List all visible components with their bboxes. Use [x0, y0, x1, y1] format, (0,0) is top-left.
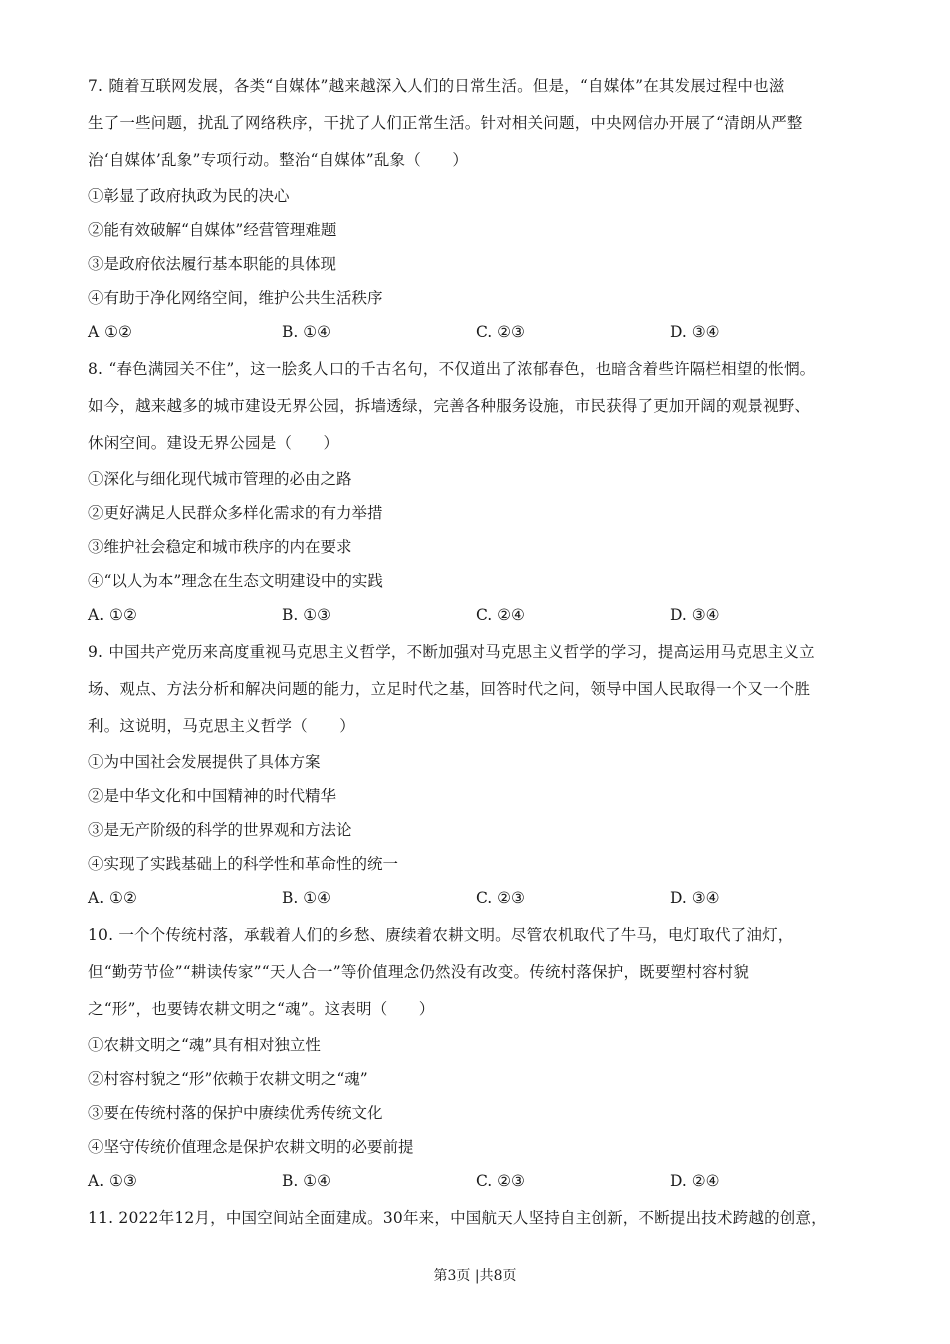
- answer-choice-d: D. ③④: [670, 323, 720, 341]
- question-stem-line: 利。这说明，马克思主义哲学（ ）: [88, 717, 355, 735]
- answer-choice-a: A. ①②: [88, 889, 137, 907]
- answer-choice-b: B. ①④: [282, 1172, 332, 1190]
- question-stem-line: 休闲空间。建设无界公园是（ ）: [88, 434, 340, 452]
- answer-choices: [88, 598, 878, 632]
- statement-option: ④有助于净化网络空间，维护公共生活秩序: [88, 289, 383, 307]
- statement-option: ③是无产阶级的科学的世界观和方法论: [88, 821, 352, 839]
- statement-option: ④实现了实践基础上的科学性和革命性的统一: [88, 855, 399, 873]
- question-10: [88, 917, 878, 1198]
- answer-choice-d: D. ③④: [670, 889, 720, 907]
- answer-choices: [88, 881, 878, 915]
- answer-choice-c: C. ②③: [476, 323, 525, 341]
- question-stem-line: 8. “春色满园关不住”，这一脍炙人口的千古名句，不仅道出了浓郁春色，也暗含着些许隔栏相望的怅惘。: [88, 360, 816, 378]
- answer-choice-b: B. ①④: [282, 889, 332, 907]
- answer-choice-d: D. ③④: [670, 606, 720, 624]
- question-stem-line: 11. 2022年12月，中国空间站全面建成。30年来，中国航天人坚持自主创新，不断提出技术跨越的创意，: [88, 1209, 827, 1227]
- statement-option: ①为中国社会发展提供了具体方案: [88, 753, 321, 771]
- statement-option: ④“以人为本”理念在生态文明建设中的实践: [88, 572, 383, 590]
- statement-option: ③要在传统村落的保护中赓续优秀传统文化: [88, 1104, 383, 1122]
- question-11: [88, 1200, 878, 1237]
- statement-option: ②能有效破解“自媒体”经营管理难题: [88, 221, 337, 239]
- answer-choice-b: B. ①③: [282, 606, 332, 624]
- question-8: [88, 351, 878, 632]
- question-stem-line: 如今，越来越多的城市建设无界公园，拆墙透绿，完善各种服务设施，市民获得了更加开阔的观景视野、: [88, 397, 811, 415]
- question-stem-line: 但“勤劳节俭”“耕读传家”“天人合一”等价值理念仍然没有改变。传统村落保护，既要塑村容村貌: [88, 963, 750, 981]
- question-stem-line: 治‘自媒体’乱象”专项行动。整治“自媒体”乱象（ ）: [88, 151, 469, 169]
- answer-choice-a: A. ①③: [88, 1172, 137, 1190]
- statement-option: ③是政府依法履行基本职能的具体现: [88, 255, 337, 273]
- answer-choice-c: C. ②④: [476, 606, 525, 624]
- question-stem-line: 9. 中国共产党历来高度重视马克思主义哲学，不断加强对马克思主义哲学的学习，提高运用马克思主义立: [88, 643, 815, 661]
- exam-page-content: [88, 68, 878, 1237]
- question-7: [88, 68, 878, 349]
- answer-choice-b: B. ①④: [282, 323, 332, 341]
- question-stem-line: 生了一些问题，扰乱了网络秩序，干扰了人们正常生活。针对相关问题，中央网信办开展了“清朗从严整: [88, 114, 803, 132]
- statement-option: ①深化与细化现代城市管理的必由之路: [88, 470, 352, 488]
- page-footer: 第3页 |共8页: [433, 1268, 517, 1284]
- statement-option: ①农耕文明之“魂”具有相对独立性: [88, 1036, 321, 1054]
- answer-choice-c: C. ②③: [476, 889, 525, 907]
- answer-choice-c: C. ②③: [476, 1172, 525, 1190]
- question-stem-line: 场、观点、方法分析和解决问题的能力，立足时代之基，回答时代之问，领导中国人民取得一个又一个胜: [88, 680, 811, 698]
- answer-choice-d: D. ②④: [670, 1172, 720, 1190]
- answer-choices: [88, 1164, 878, 1198]
- answer-choice-a: A. ①②: [88, 606, 137, 624]
- statement-option: ②是中华文化和中国精神的时代精华: [88, 787, 337, 805]
- statement-option: ②更好满足人民群众多样化需求的有力举措: [88, 504, 383, 522]
- statement-option: ③维护社会稳定和城市秩序的内在要求: [88, 538, 352, 556]
- question-stem-line: 10. 一个个传统村落，承载着人们的乡愁、赓续着农耕文明。尽管农机取代了牛马，电灯取代了油灯，: [88, 926, 794, 944]
- statement-option: ②村容村貌之“形”依赖于农耕文明之“魂”: [88, 1070, 368, 1088]
- answer-choices: [88, 315, 878, 349]
- question-9: [88, 634, 878, 915]
- answer-choice-a: A ①②: [88, 323, 132, 341]
- statement-option: ①彰显了政府执政为民的决心: [88, 187, 290, 205]
- question-stem-line: 7. 随着互联网发展，各类“自媒体”越来越深入人们的日常生活。但是，“自媒体”在其发展过程中也滋: [88, 77, 785, 95]
- statement-option: ④坚守传统价值理念是保护农耕文明的必要前提: [88, 1138, 414, 1156]
- question-stem-line: 之“形”，也要铸农耕文明之“魂”。这表明（ ）: [88, 1000, 435, 1018]
